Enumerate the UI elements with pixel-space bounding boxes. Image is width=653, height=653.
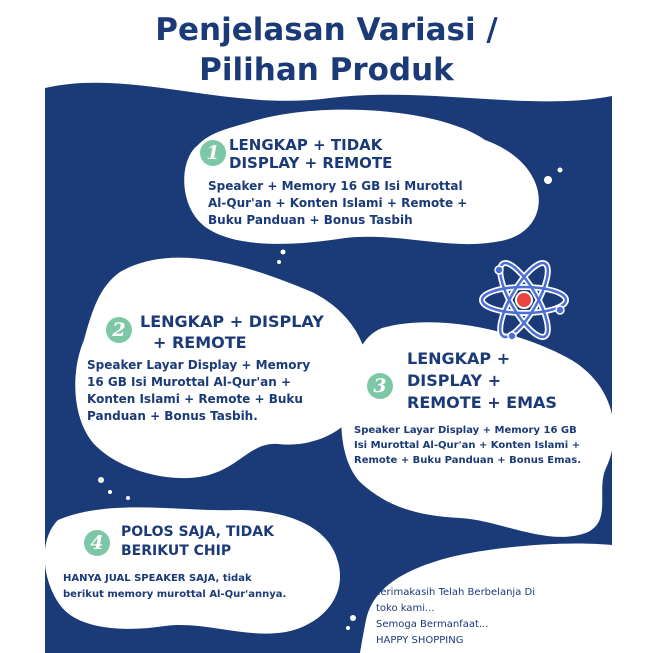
decor-dot: [277, 260, 281, 264]
option-description-line: Speaker Layar Display + Memory 16 GB: [354, 425, 577, 436]
page-title: [0, 10, 653, 90]
option-4-description: [63, 571, 286, 603]
option-heading-line: LENGKAP + DISPLAY: [140, 312, 324, 331]
closing-line: HAPPY SHOPPING: [376, 635, 464, 646]
option-description-line: Panduan + Bonus Tasbih.: [87, 409, 258, 423]
decor-dot: [346, 626, 350, 630]
option-description-line: Buku Panduan + Bonus Tasbih: [208, 213, 413, 227]
closing-message: [376, 585, 535, 649]
decor-dot: [350, 615, 356, 621]
option-heading-line: LENGKAP + TIDAK: [229, 136, 383, 154]
option-2-number-badge: 2: [106, 317, 132, 343]
option-description-line: Speaker Layar Display + Memory: [87, 358, 311, 372]
option-heading-line: LENGKAP +: [407, 349, 511, 368]
option-heading-line: DISPLAY +: [407, 371, 502, 390]
option-description-line: Speaker + Memory 16 GB Isi Murottal: [208, 179, 463, 193]
option-2-description: [87, 357, 310, 425]
decor-dot: [544, 176, 552, 184]
title-line: Penjelasan Variasi /: [155, 12, 498, 48]
title-line: Pilihan Produk: [199, 52, 454, 88]
option-heading-line: POLOS SAJA, TIDAK: [121, 524, 274, 540]
decor-dot: [108, 490, 112, 494]
option-1-description: [208, 178, 467, 229]
option-description-line: berikut memory murottal Al-Qur'annya.: [63, 589, 287, 600]
decor-dot: [281, 250, 286, 255]
closing-line: Semoga Bermanfaat...: [376, 619, 489, 630]
option-heading-line: REMOTE + EMAS: [407, 393, 557, 412]
option-4-heading: [121, 523, 274, 561]
option-description-line: Remote + Buku Panduan + Bonus Emas.: [354, 455, 581, 466]
option-description-line: 16 GB Isi Murottal Al-Qur'an +: [87, 375, 292, 389]
option-1-heading: [229, 136, 392, 172]
option-heading-line: DISPLAY + REMOTE: [229, 154, 393, 172]
decor-dot: [558, 168, 563, 173]
option-description-line: Al-Qur'an + Konten Islami + Remote +: [208, 196, 468, 210]
closing-line: Terimakasih Telah Berbelanja Di: [376, 587, 535, 598]
option-2-heading: [140, 311, 324, 353]
option-3-number-badge: 3: [367, 373, 393, 399]
option-3-heading: [407, 348, 557, 414]
closing-line: toko kami...: [376, 603, 435, 614]
option-description-line: Isi Murottal Al-Qur'an + Konten Islami +: [354, 440, 581, 451]
option-description-line: HANYA JUAL SPEAKER SAJA, tidak: [63, 573, 252, 584]
option-description-line: Konten Islami + Remote + Buku: [87, 392, 303, 406]
decor-dot: [98, 477, 104, 483]
option-3-description: [354, 423, 581, 468]
option-1-number-badge: 1: [200, 140, 226, 166]
option-heading-line: + REMOTE: [153, 333, 247, 352]
option-4-number-badge: 4: [84, 530, 110, 556]
option-heading-line: BERIKUT CHIP: [121, 543, 232, 559]
decor-dot: [126, 496, 130, 500]
